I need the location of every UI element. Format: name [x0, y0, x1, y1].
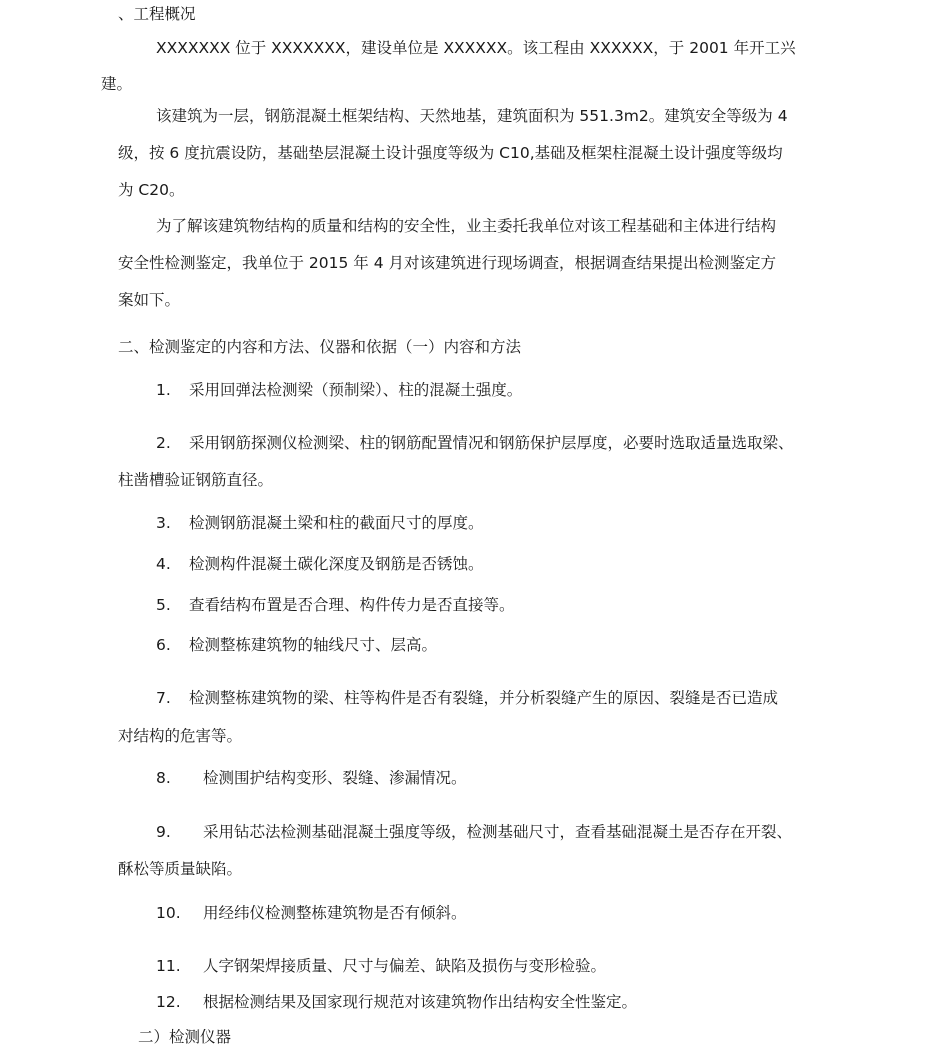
list-item-number: 7.	[156, 689, 171, 707]
list-item	[156, 903, 467, 923]
list-item-number: 11.	[156, 957, 181, 975]
list-item	[156, 380, 522, 400]
para-2-line-1: 该建筑为一层，钢筋混凝土框架结构、天然地基，建筑面积为 551.3m2。建筑安全等级为 4	[156, 107, 788, 125]
list-item-text: 人字钢架焊接质量、尺寸与偏差、缺陷及损伤与变形检验。	[203, 957, 607, 975]
list-item-text: 查看结构布置是否合理、构件传力是否直接等。	[189, 596, 515, 614]
list-item-continuation: 酥松等质量缺陷。	[118, 860, 243, 878]
list-item-number: 2.	[156, 434, 171, 452]
list-item-number: 5.	[156, 596, 171, 614]
list-item	[156, 992, 637, 1012]
list-item-number: 10.	[156, 904, 181, 922]
list-item-number: 8.	[156, 769, 171, 787]
list-item-text: 检测整栋建筑物的轴线尺寸、层高。	[189, 636, 438, 654]
list-item-number: 12.	[156, 993, 181, 1011]
section-2-heading: 二、检测鉴定的内容和方法、仪器和依据（一）内容和方法	[118, 338, 522, 356]
para-3-line-3: 案如下。	[118, 291, 181, 309]
list-item-text: 检测围护结构变形、裂缝、渗漏情况。	[203, 769, 467, 787]
list-item-text: 采用钢筋探测仪检测梁、柱的钢筋配置情况和钢筋保护层厚度，必要时选取适量选取梁、	[189, 434, 794, 452]
para-1-line-2: 建。	[101, 75, 133, 93]
list-item	[156, 595, 515, 615]
subsection-heading: 二）检测仪器	[138, 1028, 232, 1046]
list-item	[156, 554, 484, 574]
section-1-heading: 、工程概况	[118, 5, 196, 23]
list-item	[156, 433, 794, 453]
list-item-number: 3.	[156, 514, 171, 532]
para-2-line-2: 级，按 6 度抗震设防，基础垫层混凝土设计强度等级为 C10,基础及框架柱混凝土设计强度等级均	[118, 144, 783, 162]
list-item	[156, 688, 778, 708]
list-item-text: 用经纬仪检测整栋建筑物是否有倾斜。	[203, 904, 467, 922]
list-item-number: 1.	[156, 381, 171, 399]
list-item-text: 根据检测结果及国家现行规范对该建筑物作出结构安全性鉴定。	[203, 993, 638, 1011]
list-item-text: 检测整栋建筑物的梁、柱等构件是否有裂缝，并分析裂缝产生的原因、裂缝是否已造成	[189, 689, 779, 707]
list-item-text: 采用回弹法检测梁（预制梁）、柱的混凝土强度。	[189, 381, 523, 399]
list-item-continuation: 柱凿槽验证钢筋直径。	[118, 471, 274, 489]
list-item	[156, 513, 484, 533]
list-item	[156, 822, 792, 842]
para-3-line-2: 安全性检测鉴定，我单位于 2015 年 4 月对该建筑进行现场调查，根据调查结果提出检测鉴定方	[118, 254, 777, 272]
list-item-text: 采用钻芯法检测基础混凝土强度等级，检测基础尺寸，查看基础混凝土是否存在开裂、	[203, 823, 793, 841]
list-item-text: 检测构件混凝土碳化深度及钢筋是否锈蚀。	[189, 555, 484, 573]
para-2-line-3: 为 C20。	[118, 181, 185, 199]
list-item-continuation: 对结构的危害等。	[118, 727, 243, 745]
list-item-number: 6.	[156, 636, 171, 654]
list-item-text: 检测钢筋混凝土梁和柱的截面尺寸的厚度。	[189, 514, 484, 532]
list-item	[156, 956, 606, 976]
list-item-number: 9.	[156, 823, 171, 841]
para-3-line-1: 为了解该建筑物结构的质量和结构的安全性，业主委托我单位对该工程基础和主体进行结构	[156, 217, 777, 235]
list-item	[156, 768, 467, 788]
list-item	[156, 635, 437, 655]
list-item-number: 4.	[156, 555, 171, 573]
para-1-line-1: XXXXXXX 位于 XXXXXXX，建设单位是 XXXXXX。该工程由 XXXXXX，于 2001 年开工兴	[156, 39, 796, 57]
